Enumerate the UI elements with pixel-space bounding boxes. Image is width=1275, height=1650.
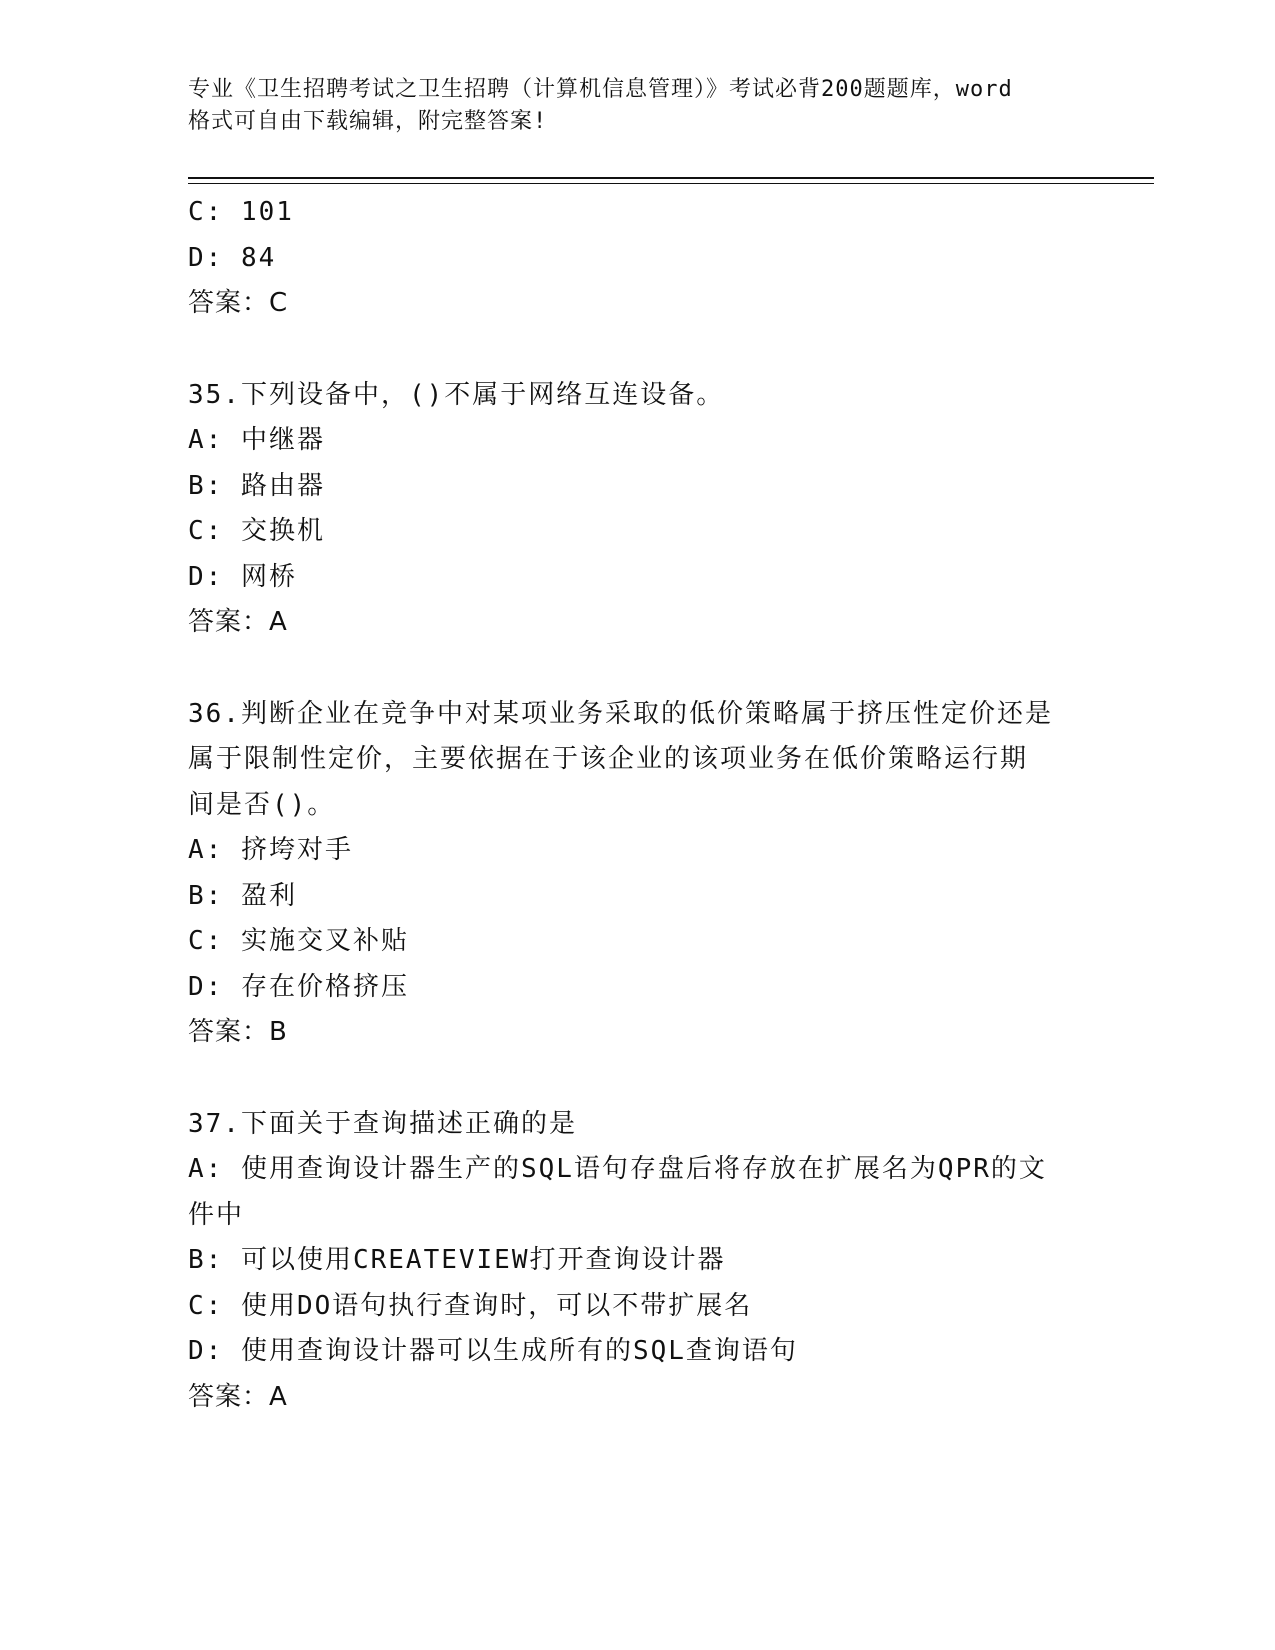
q37-stem: 37.下面关于查询描述正确的是 bbox=[188, 1108, 577, 1139]
q35-option-d: D: 网桥 bbox=[188, 561, 297, 592]
q36-option-c: C: 实施交叉补贴 bbox=[188, 926, 409, 956]
q36-option-a: A: 挤垮对手 bbox=[188, 835, 353, 865]
question-content bbox=[188, 190, 1088, 1420]
spacer bbox=[188, 327, 1088, 373]
q35-answer: 答案：A bbox=[188, 607, 288, 637]
q36-answer: 答案：B bbox=[188, 1017, 288, 1047]
prev-answer: 答案：C bbox=[188, 288, 289, 318]
q37-option-d: D: 使用查询设计器可以生成所有的SQL查询语句 bbox=[188, 1336, 798, 1366]
header-divider-thick bbox=[188, 177, 1154, 179]
header-title-line-2: 格式可自由下载编辑，附完整答案! bbox=[188, 109, 548, 134]
prev-option-d: D: 84 bbox=[188, 242, 277, 273]
q37-option-b: B: 可以使用CREATEVIEW打开查询设计器 bbox=[188, 1245, 726, 1275]
q36-stem-line-2: 属于限制性定价，主要依据在于该企业的该项业务在低价策略运行期 bbox=[188, 744, 1029, 774]
q35-option-b: B: 路由器 bbox=[188, 470, 325, 501]
header-divider-thin bbox=[188, 183, 1154, 184]
prev-option-c: C: 101 bbox=[188, 197, 294, 227]
q35-option-a: A: 中继器 bbox=[188, 425, 325, 455]
q35-stem: 35.下列设备中，()不属于网络互连设备。 bbox=[188, 379, 725, 410]
q37-answer: 答案：A bbox=[188, 1381, 288, 1412]
q37-option-a-line-2: 件中 bbox=[188, 1199, 245, 1230]
q37-option-a-line-1: A: 使用查询设计器生产的SQL语句存盘后将存放在扩展名为QPR的文 bbox=[188, 1154, 1047, 1184]
q36-stem-line-1: 36.判断企业在竞争中对某项业务采取的低价策略属于挤压性定价还是 bbox=[188, 698, 1053, 729]
q35-option-c: C: 交换机 bbox=[188, 516, 325, 546]
document-header bbox=[188, 74, 1088, 138]
header-title-line-1: 专业《卫生招聘考试之卫生招聘（计算机信息管理）》考试必背200题题库，word bbox=[188, 77, 1013, 102]
spacer bbox=[188, 646, 1088, 692]
q36-option-b: B: 盈利 bbox=[188, 880, 297, 911]
spacer bbox=[188, 1056, 1088, 1102]
q37-option-c: C: 使用DO语句执行查询时，可以不带扩展名 bbox=[188, 1290, 753, 1321]
q36-stem-line-3: 间是否()。 bbox=[188, 789, 336, 820]
q36-option-d: D: 存在价格挤压 bbox=[188, 971, 409, 1002]
